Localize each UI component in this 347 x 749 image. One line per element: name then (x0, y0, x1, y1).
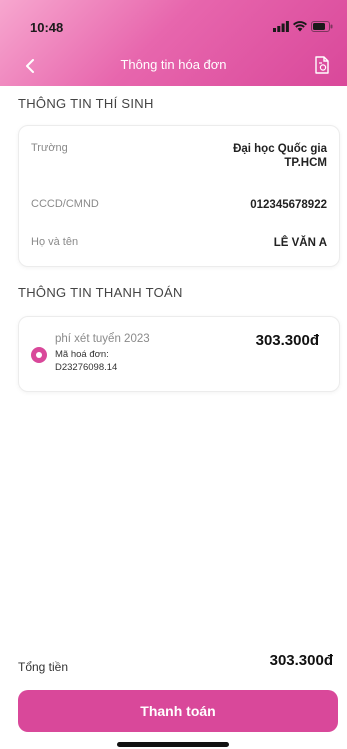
info-row-school (31, 142, 327, 170)
home-indicator (117, 742, 229, 747)
payment-radio-selected[interactable] (31, 347, 47, 363)
school-value (233, 142, 327, 170)
invoice-code: D23276098.14 (55, 362, 118, 373)
id-value: 012345678922 (250, 199, 327, 211)
info-row-name (31, 236, 327, 250)
payment-item-amount: 303.300đ (255, 332, 319, 349)
status-time: 10:48 (30, 20, 64, 35)
info-row-id (31, 198, 327, 212)
candidate-section-title: THÔNG TIN THÍ SINH (18, 96, 154, 111)
school-value-line2: TP.HCM (284, 157, 327, 169)
total-label: Tổng tiền (18, 660, 69, 674)
radio-dot (36, 352, 42, 358)
page-title: Thông tin hóa đơn (120, 57, 227, 72)
total-amount: 303.300đ (269, 652, 333, 669)
invoice-code-label: Mã hoá đơn: (55, 349, 109, 360)
payment-section-title: THÔNG TIN THANH TOÁN (18, 285, 183, 300)
battery-icon (311, 21, 333, 32)
candidate-info-card (18, 125, 340, 267)
invoice-document-button[interactable] (311, 54, 333, 76)
payment-item-card[interactable] (18, 316, 340, 392)
name-value: LÊ VĂN A (273, 237, 327, 249)
document-icon (314, 56, 330, 74)
pay-button[interactable]: Thanh toán (18, 690, 338, 732)
nav-bar (0, 50, 347, 80)
school-value-line1: Đại học Quốc gia (233, 143, 327, 155)
name-label: Họ và tên (31, 236, 79, 248)
school-label: Trường (31, 142, 68, 154)
signal-icon (273, 21, 289, 32)
header (0, 0, 347, 86)
status-bar (0, 0, 347, 44)
payment-item-name: phí xét tuyển 2023 (55, 333, 150, 345)
status-icons (273, 19, 333, 33)
wifi-icon (293, 21, 307, 32)
id-label: CCCD/CMND (31, 198, 99, 210)
